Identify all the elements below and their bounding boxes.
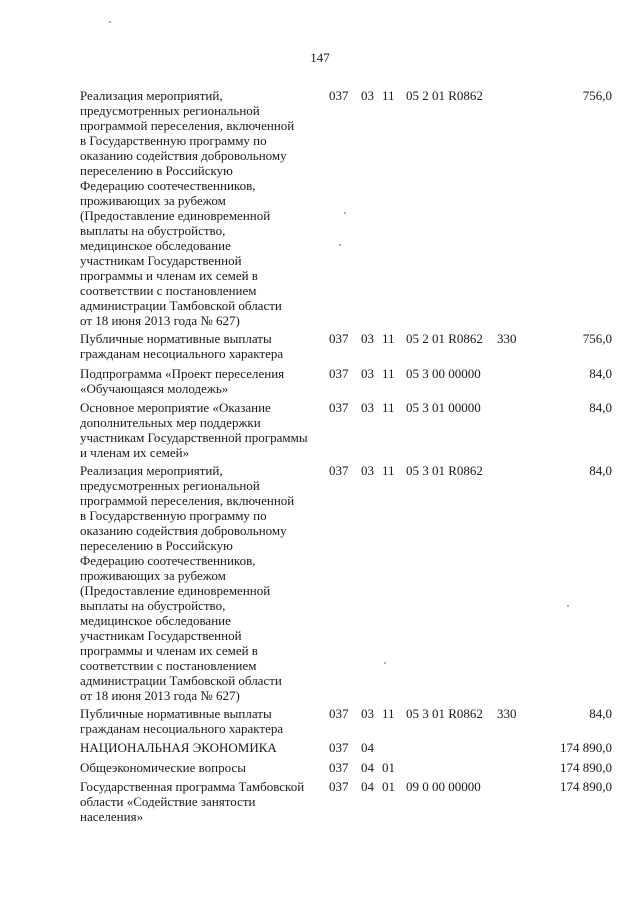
row-description: Общеэкономические вопросы <box>80 760 246 775</box>
scan-speck <box>109 21 111 23</box>
row-description: Государственная программа Тамбовской области «Содействие занятости населения» <box>80 779 305 824</box>
row-target-code: 05 2 01 R0862 <box>406 88 483 103</box>
row-subsection-code: 01 <box>382 779 395 794</box>
row-subsection-code: 11 <box>382 706 395 721</box>
row-description: Публичные нормативные выплаты гражданам несоциального характера <box>80 331 284 361</box>
page-number: 147 <box>310 50 330 65</box>
row-section-code: 03 <box>361 331 374 346</box>
row-subsection-code: 11 <box>382 366 395 381</box>
row-description: Основное мероприятие «Оказание дополнительных мер поддержки участникам Государственной программы и членам их семей» <box>80 400 308 460</box>
row-amount: 84,0 <box>589 706 612 721</box>
row-target-code: 05 3 01 R0862 <box>406 706 483 721</box>
row-admin-code: 037 <box>329 366 349 381</box>
row-section-code: 03 <box>361 706 374 721</box>
row-target-code: 05 2 01 R0862 <box>406 331 483 346</box>
scan-speck <box>384 662 386 664</box>
row-section-code: 03 <box>361 88 374 103</box>
row-section-code: 04 <box>361 779 374 794</box>
row-amount: 84,0 <box>589 463 612 478</box>
scan-speck <box>567 605 569 607</box>
row-subsection-code: 11 <box>382 331 395 346</box>
row-description: НАЦИОНАЛЬНАЯ ЭКОНОМИКА <box>80 740 277 755</box>
row-amount: 174 890,0 <box>560 779 612 794</box>
row-admin-code: 037 <box>329 779 349 794</box>
row-subsection-code: 01 <box>382 760 395 775</box>
row-expense-type: 330 <box>497 706 517 721</box>
row-admin-code: 037 <box>329 740 349 755</box>
row-subsection-code: 11 <box>382 463 395 478</box>
row-admin-code: 037 <box>329 760 349 775</box>
row-description: Публичные нормативные выплаты гражданам несоциального характера <box>80 706 284 736</box>
row-admin-code: 037 <box>329 88 349 103</box>
row-admin-code: 037 <box>329 463 349 478</box>
row-amount: 174 890,0 <box>560 740 612 755</box>
row-section-code: 04 <box>361 760 374 775</box>
row-amount: 84,0 <box>589 366 612 381</box>
row-admin-code: 037 <box>329 331 349 346</box>
row-amount: 174 890,0 <box>560 760 612 775</box>
row-admin-code: 037 <box>329 400 349 415</box>
row-section-code: 03 <box>361 400 374 415</box>
row-subsection-code: 11 <box>382 88 395 103</box>
scan-speck <box>344 212 346 214</box>
row-description: Реализация мероприятий, предусмотренных региональной программой переселения, включенной в Государственную программу по оказанию содействия добровольному переселению в Российскую Федерацию соотечественников, проживающих за рубежом (Предоставление единовременной выплаты на обустройство, медицинское обследование участникам Государственной программы и членам их семей в соответствии с постановлением администрации Тамбовской области от 18 июня 2013 года № 627) <box>80 463 295 703</box>
scan-speck <box>339 244 341 246</box>
row-expense-type: 330 <box>497 331 517 346</box>
row-amount: 756,0 <box>582 88 612 103</box>
row-target-code: 05 3 01 00000 <box>406 400 481 415</box>
row-description: Подпрограмма «Проект переселения «Обучающаяся молодежь» <box>80 366 285 396</box>
row-subsection-code: 11 <box>382 400 395 415</box>
row-target-code: 09 0 00 00000 <box>406 779 481 794</box>
row-amount: 756,0 <box>582 331 612 346</box>
row-section-code: 04 <box>361 740 374 755</box>
row-target-code: 05 3 00 00000 <box>406 366 481 381</box>
row-admin-code: 037 <box>329 706 349 721</box>
row-section-code: 03 <box>361 366 374 381</box>
row-section-code: 03 <box>361 463 374 478</box>
row-target-code: 05 3 01 R0862 <box>406 463 483 478</box>
row-description: Реализация мероприятий, предусмотренных региональной программой переселения, включенной в Государственную программу по оказанию содействия добровольному переселению в Российскую Федерацию соотечественников, проживающих за рубежом (Предоставление единовременной выплаты на обустройство, медицинское обследование участникам Государственной программы и членам их семей в соответствии с постановлением администрации Тамбовской области от 18 июня 2013 года № 627) <box>80 88 295 328</box>
row-amount: 84,0 <box>589 400 612 415</box>
